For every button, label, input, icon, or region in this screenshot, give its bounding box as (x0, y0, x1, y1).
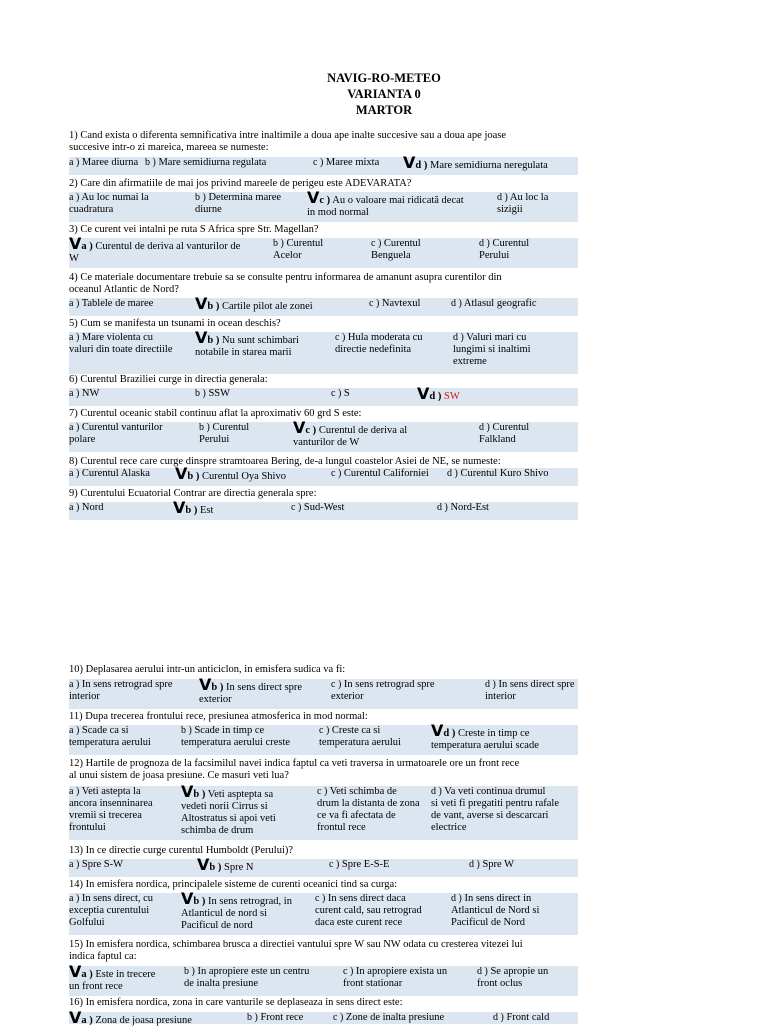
option-text: Sud-West (303, 502, 345, 513)
question-2-option-a[interactable] (69, 192, 193, 216)
question-16-options (69, 1008, 578, 1027)
option-letter: c ) (369, 298, 380, 309)
question-3-text: 3) Ce curent vei intalni pe ruta S Africa spre Str. Magellan? (69, 224, 319, 235)
question-2-option-b[interactable] (195, 192, 305, 216)
correct-check-mark: V (195, 294, 208, 313)
option-letter: a ) (69, 157, 80, 168)
option-text: Este in trecere un front rece (69, 969, 156, 992)
question-6-options (69, 384, 578, 406)
option-text: Curentul Benguela (371, 238, 421, 261)
question-6-option-a[interactable] (69, 388, 193, 400)
question-8-option-b[interactable] (175, 464, 329, 483)
question-11-text: 11) Dupa trecerea frontului rece, presiunea atmosferica in mod normal: (69, 711, 368, 722)
correct-check-mark: V (175, 464, 188, 483)
option-letter: b ) (195, 388, 206, 399)
option-text: Mare violenta cu valuri din toate directiile (69, 332, 173, 355)
question-3-options (69, 234, 578, 268)
question-16-option-b[interactable] (247, 1012, 331, 1024)
option-text: Mare semidiurna neregulata (429, 160, 548, 171)
question-15-option-c[interactable] (343, 966, 475, 990)
option-text: Curentul Acelor (273, 238, 324, 261)
option-letter: c ) (335, 332, 346, 343)
option-letter: d ) (469, 859, 480, 870)
option-letter: b ) (193, 789, 206, 800)
option-text: Veti schimba de drum la distanta de zona ce va fi afectata de frontul rece (317, 786, 420, 833)
option-letter: d ) (431, 786, 442, 797)
correct-check-mark: V (69, 234, 82, 253)
question-13-option-c[interactable] (329, 859, 467, 871)
option-text: Au o valoare mai ridicată decat in mod normal (307, 195, 464, 218)
question-16-option-c[interactable] (333, 1012, 491, 1024)
option-text: Creste in timp ce temperatura aerului scade (431, 728, 539, 751)
question-1-text: 1) Cand exista o diferenta semnificativa intre inaltimile a doua ape inalte succesive sau a doua ape joase succesive intr-o zi mareica, mareea se numeste: (69, 130, 507, 153)
option-letter: a ) (81, 1015, 93, 1026)
correct-check-mark: V (431, 721, 444, 740)
question-8-options (69, 464, 578, 486)
question-14-options (69, 889, 578, 935)
option-text: Curentul Perului (199, 422, 250, 445)
option-letter: b ) (195, 192, 206, 203)
option-text: Front rece (260, 1012, 304, 1023)
correct-check-mark: V (307, 188, 320, 207)
option-letter: d ) (477, 966, 488, 977)
option-letter: d ) (479, 422, 490, 433)
question-10-text: 10) Deplasarea aerului intr-un anticiclon, in emisfera sudica va fi: (69, 664, 346, 675)
option-letter: a ) (69, 725, 80, 736)
option-letter: a ) (81, 969, 93, 980)
question-13-option-a[interactable] (69, 859, 195, 871)
correct-check-mark: V (197, 855, 210, 874)
question-12-option-a[interactable] (69, 786, 179, 834)
question-2-options (69, 188, 578, 222)
question-9-option-b[interactable] (173, 498, 289, 517)
option-letter: c ) (319, 195, 331, 206)
option-letter: d ) (485, 679, 496, 690)
option-letter: b ) (211, 682, 224, 693)
question-5-text: 5) Cum se manifesta un tsunami in ocean deschis? (69, 318, 281, 329)
option-text: In sens retrograd spre exterior (331, 679, 435, 702)
option-text: Maree mixta (325, 157, 380, 168)
question-1-option-c[interactable] (313, 157, 401, 169)
question-9-option-a[interactable] (69, 502, 171, 514)
option-text: Spre N (223, 862, 254, 873)
option-letter: c ) (317, 786, 328, 797)
correct-check-mark: V (195, 328, 208, 347)
option-letter: a ) (69, 422, 80, 433)
option-text: Determina maree diurne (195, 192, 282, 215)
option-text: Spre S-W (81, 859, 124, 870)
option-text: Curentul Kuro Shivo (460, 468, 549, 479)
option-letter: d ) (497, 192, 508, 203)
question-16-option-a[interactable] (69, 1008, 245, 1027)
option-letter: c ) (371, 238, 382, 249)
option-text: Se apropie un front oclus (477, 966, 549, 989)
question-4-option-b[interactable] (195, 294, 367, 313)
option-text: Nu sunt schimbari notabile in starea marii (195, 335, 299, 358)
correct-check-mark: V (181, 782, 194, 801)
option-letter: c ) (331, 679, 342, 690)
option-text: Curentul Oya Shivo (201, 471, 286, 482)
question-1-option-d[interactable] (403, 153, 576, 172)
question-7-option-a[interactable] (69, 422, 197, 446)
question-14-option-d[interactable] (451, 893, 576, 929)
option-letter: b ) (207, 335, 220, 346)
correct-check-mark: V (181, 889, 194, 908)
option-text: Tablele de maree (81, 298, 154, 309)
option-letter: c ) (331, 388, 342, 399)
question-10-option-b[interactable] (199, 675, 329, 706)
question-12-options (69, 782, 578, 840)
option-text: In sens direct in Atlanticul de Nord si Pacificul de Nord (451, 893, 540, 928)
option-text: Valuri mari cu lungimi si inaltimi extreme (453, 332, 531, 367)
option-text: Curentul Perului (479, 238, 530, 261)
option-text: SSW (208, 388, 231, 399)
option-letter: d ) (447, 468, 458, 479)
option-letter: a ) (69, 679, 80, 690)
question-5-options (69, 328, 578, 374)
option-text: Spre W (482, 859, 515, 870)
option-letter: c ) (343, 966, 354, 977)
question-10-option-c[interactable] (331, 679, 483, 703)
option-letter: a ) (81, 241, 93, 252)
option-letter: b ) (273, 238, 284, 249)
question-12-option-c[interactable] (317, 786, 429, 834)
question-10-option-a[interactable] (69, 679, 197, 703)
option-text: Zone de inalta presiune (345, 1012, 445, 1023)
question-8-text: 8) Curentul rece care curge dinspre stramtoarea Bering, de-a lungul coastelor Asiei de NE, se numeste: (69, 456, 501, 467)
option-text: Front cald (506, 1012, 550, 1023)
option-text: Curentul de deriva al vanturilor de W (69, 241, 241, 264)
option-text: Nord (81, 502, 104, 513)
question-8-option-c[interactable] (331, 468, 445, 480)
question-7-option-d[interactable] (479, 422, 576, 446)
option-text: Curentul Alaska (81, 468, 150, 479)
question-5-option-d[interactable] (453, 332, 576, 368)
question-8-option-a[interactable] (69, 468, 173, 480)
option-text: NW (81, 388, 100, 399)
question-6-text: 6) Curentul Braziliei curge in directia generala: (69, 374, 268, 385)
question-14-option-b[interactable] (181, 889, 313, 932)
option-text: In sens direct, cu exceptia curentului Golfului (69, 893, 154, 928)
question-15-option-d[interactable] (477, 966, 576, 990)
question-4-options (69, 294, 578, 316)
option-letter: b ) (193, 896, 206, 907)
option-letter: a ) (69, 388, 80, 399)
question-4-option-a[interactable] (69, 298, 193, 310)
question-9-text: 9) Curentului Ecuatorial Contrar are directia generala spre: (69, 488, 317, 499)
question-4-text: 4) Ce materiale documentare trebuie sa se consulte pentru informarea de amanunt asupra curentilor din oceanul Atlantic de Nord? (69, 272, 502, 295)
question-3-option-a[interactable] (69, 234, 271, 265)
option-text: Scade ca si temperatura aerului (69, 725, 151, 748)
option-letter: b ) (209, 862, 222, 873)
option-letter: a ) (69, 468, 80, 479)
document-header (0, 70, 768, 118)
question-14-option-c[interactable] (315, 893, 449, 929)
option-letter: d ) (415, 160, 428, 171)
question-13-text: 13) In ce directie curge curentul Humboldt (Perului)? (69, 845, 294, 856)
question-11-option-c[interactable] (319, 725, 429, 749)
question-2-text: 2) Care din afirmatiile de mai jos privind mareele de perigeu este ADEVARATA? (69, 178, 412, 189)
question-9-option-c[interactable] (291, 502, 435, 514)
correct-check-mark: V (173, 498, 186, 517)
option-letter: d ) (451, 298, 462, 309)
question-10-options (69, 675, 578, 709)
option-letter: b ) (199, 422, 210, 433)
question-15-text: 15) In emisfera nordica, schimbarea brusca a directiei vantului spre W sau NW odata cu cresterea vitezei lui indica faptul ca: (69, 939, 523, 962)
question-7-options (69, 418, 578, 452)
option-text: Cartile pilot ale zonei (221, 301, 313, 312)
question-13-option-d[interactable] (469, 859, 576, 871)
option-letter: c ) (315, 893, 326, 904)
option-text: Atlasul geografic (463, 298, 537, 309)
question-4-option-c[interactable] (369, 298, 449, 310)
question-12-text: 12) Hartile de prognoza de la facsimilul navei indica faptul ca veti traversa in urmatoarele ore un front rece al unui sistem de joasa presiune. Ce masuri veti lua? (69, 758, 520, 781)
question-11-option-a[interactable] (69, 725, 179, 749)
correct-check-mark: V (417, 384, 430, 403)
option-letter: c ) (305, 425, 317, 436)
option-text: Curentul de deriva al vanturilor de W (293, 425, 408, 448)
option-text: In sens direct spre exterior (199, 682, 303, 705)
question-12-option-b[interactable] (181, 782, 315, 837)
option-text: S (343, 388, 350, 399)
option-letter: d ) (437, 502, 448, 513)
exam-variant: VARIANTA 0 (347, 87, 421, 101)
option-text: Veti astepta la ancora insenninarea vremii si trecerea frontului (69, 786, 153, 833)
question-1-options (69, 153, 578, 175)
option-letter: c ) (319, 725, 330, 736)
option-letter: b ) (184, 966, 195, 977)
option-text: Est (199, 505, 214, 516)
option-letter: c ) (331, 468, 342, 479)
option-letter: a ) (69, 786, 80, 797)
question-4-option-d[interactable] (451, 298, 576, 310)
question-7-option-b[interactable] (199, 422, 291, 446)
option-letter: b ) (181, 725, 192, 736)
correct-check-mark: V (69, 962, 82, 981)
question-13-options (69, 855, 578, 877)
option-text: Zona de joasa presiune (95, 1015, 192, 1026)
option-letter: d ) (479, 238, 490, 249)
option-letter: b ) (187, 471, 200, 482)
option-letter: a ) (69, 502, 80, 513)
option-letter: b ) (185, 505, 198, 516)
option-letter: a ) (69, 192, 80, 203)
question-3-option-d[interactable] (479, 238, 576, 262)
question-14-option-a[interactable] (69, 893, 179, 929)
question-15-option-b[interactable] (184, 966, 341, 990)
question-7-option-c[interactable] (293, 418, 477, 449)
option-text: Hula moderata cu directie nedefinita (335, 332, 423, 355)
option-letter: d ) (443, 728, 456, 739)
question-6-option-b[interactable] (195, 388, 329, 400)
question-5-option-b[interactable] (195, 328, 333, 359)
exam-type: MARTOR (355, 103, 413, 117)
question-1-option-b[interactable] (145, 157, 311, 169)
question-7-text: 7) Curentul oceanic stabil continuu aflat la aproximativ 60 grd S este: (69, 408, 362, 419)
question-3-option-b[interactable] (273, 238, 369, 262)
option-letter: c ) (291, 502, 302, 513)
option-letter: a ) (69, 332, 80, 343)
option-text: In sens retrograd spre interior (69, 679, 173, 702)
question-16-option-d[interactable] (493, 1012, 576, 1024)
option-text: In apropiere exista un front stationar (343, 966, 448, 989)
option-text: Creste ca si temperatura aerului (319, 725, 401, 748)
option-text: SW (443, 391, 460, 402)
option-text: Curentul Californiei (343, 468, 429, 479)
question-11-option-b[interactable] (181, 725, 317, 749)
option-text: Mare semidiurna regulata (158, 157, 267, 168)
option-text: In apropiere este un centru de inalta presiune (184, 966, 310, 989)
option-letter: d ) (493, 1012, 504, 1023)
option-letter: c ) (333, 1012, 344, 1023)
question-6-option-d[interactable] (417, 384, 576, 403)
correct-check-mark: V (69, 1008, 82, 1027)
question-3-option-c[interactable] (371, 238, 477, 262)
option-letter: a ) (69, 893, 80, 904)
option-text: Curentul Falkland (479, 422, 530, 445)
correct-check-mark: V (293, 418, 306, 437)
option-letter: d ) (453, 332, 464, 343)
option-text: Spre E-S-E (341, 859, 390, 870)
option-letter: d ) (451, 893, 462, 904)
option-letter: b ) (207, 301, 220, 312)
question-8-option-d[interactable] (447, 468, 576, 480)
question-2-option-d[interactable] (497, 192, 576, 216)
option-text: In sens retrograd, in Atlanticul de nord si Pacificul de nord (181, 896, 292, 931)
question-6-option-c[interactable] (331, 388, 415, 400)
question-15-option-a[interactable] (69, 962, 182, 993)
question-16-text: 16) In emisfera nordica, zona in care vanturile se deplaseaza in sens direct este: (69, 997, 403, 1008)
question-10-option-d[interactable] (485, 679, 576, 703)
question-5-option-a[interactable] (69, 332, 193, 356)
option-text: Veti asptepta sa vedeti norii Cirrus si Altostratus si apoi veti schimba de drum (181, 789, 276, 836)
option-letter: c ) (313, 157, 324, 168)
exam-title: NAVIG-RO-METEO (327, 71, 441, 85)
option-text: Curentul vanturilor polare (69, 422, 163, 445)
option-text: Au loc la sizigii (497, 192, 549, 215)
correct-check-mark: V (199, 675, 212, 694)
question-14-text: 14) In emisfera nordica, principalele sisteme de curenti oceanici tind sa curga: (69, 879, 398, 890)
question-1-option-a[interactable] (69, 157, 143, 169)
option-letter: b ) (145, 157, 156, 168)
option-letter: a ) (69, 298, 80, 309)
option-text: In sens direct spre interior (485, 679, 575, 702)
option-text: Scade in timp ce temperatura aerului creste (181, 725, 291, 748)
option-letter: a ) (69, 859, 80, 870)
question-9-option-d[interactable] (437, 502, 576, 514)
question-2-option-c[interactable] (307, 188, 495, 219)
question-5-option-c[interactable] (335, 332, 451, 356)
option-letter: c ) (329, 859, 340, 870)
question-11-option-d[interactable] (431, 721, 576, 752)
option-text: In sens direct daca curent cald, sau retrograd daca este curent rece (315, 893, 422, 928)
question-12-option-d[interactable] (431, 786, 576, 834)
question-13-option-b[interactable] (197, 855, 327, 874)
option-text: Maree diurna (81, 157, 139, 168)
correct-check-mark: V (403, 153, 416, 172)
question-9-options (69, 498, 578, 520)
option-letter: b ) (247, 1012, 258, 1023)
option-text: Navtexul (381, 298, 421, 309)
option-text: Nord-Est (450, 502, 489, 513)
option-text: Au loc numai la cuadratura (69, 192, 149, 215)
option-letter: d ) (429, 391, 442, 402)
option-text: Va veti continua drumul si veti fi pregatiti pentru rafale de vant, averse si descarcari electrice (431, 786, 559, 833)
question-11-options (69, 721, 578, 755)
question-15-options (69, 962, 578, 996)
